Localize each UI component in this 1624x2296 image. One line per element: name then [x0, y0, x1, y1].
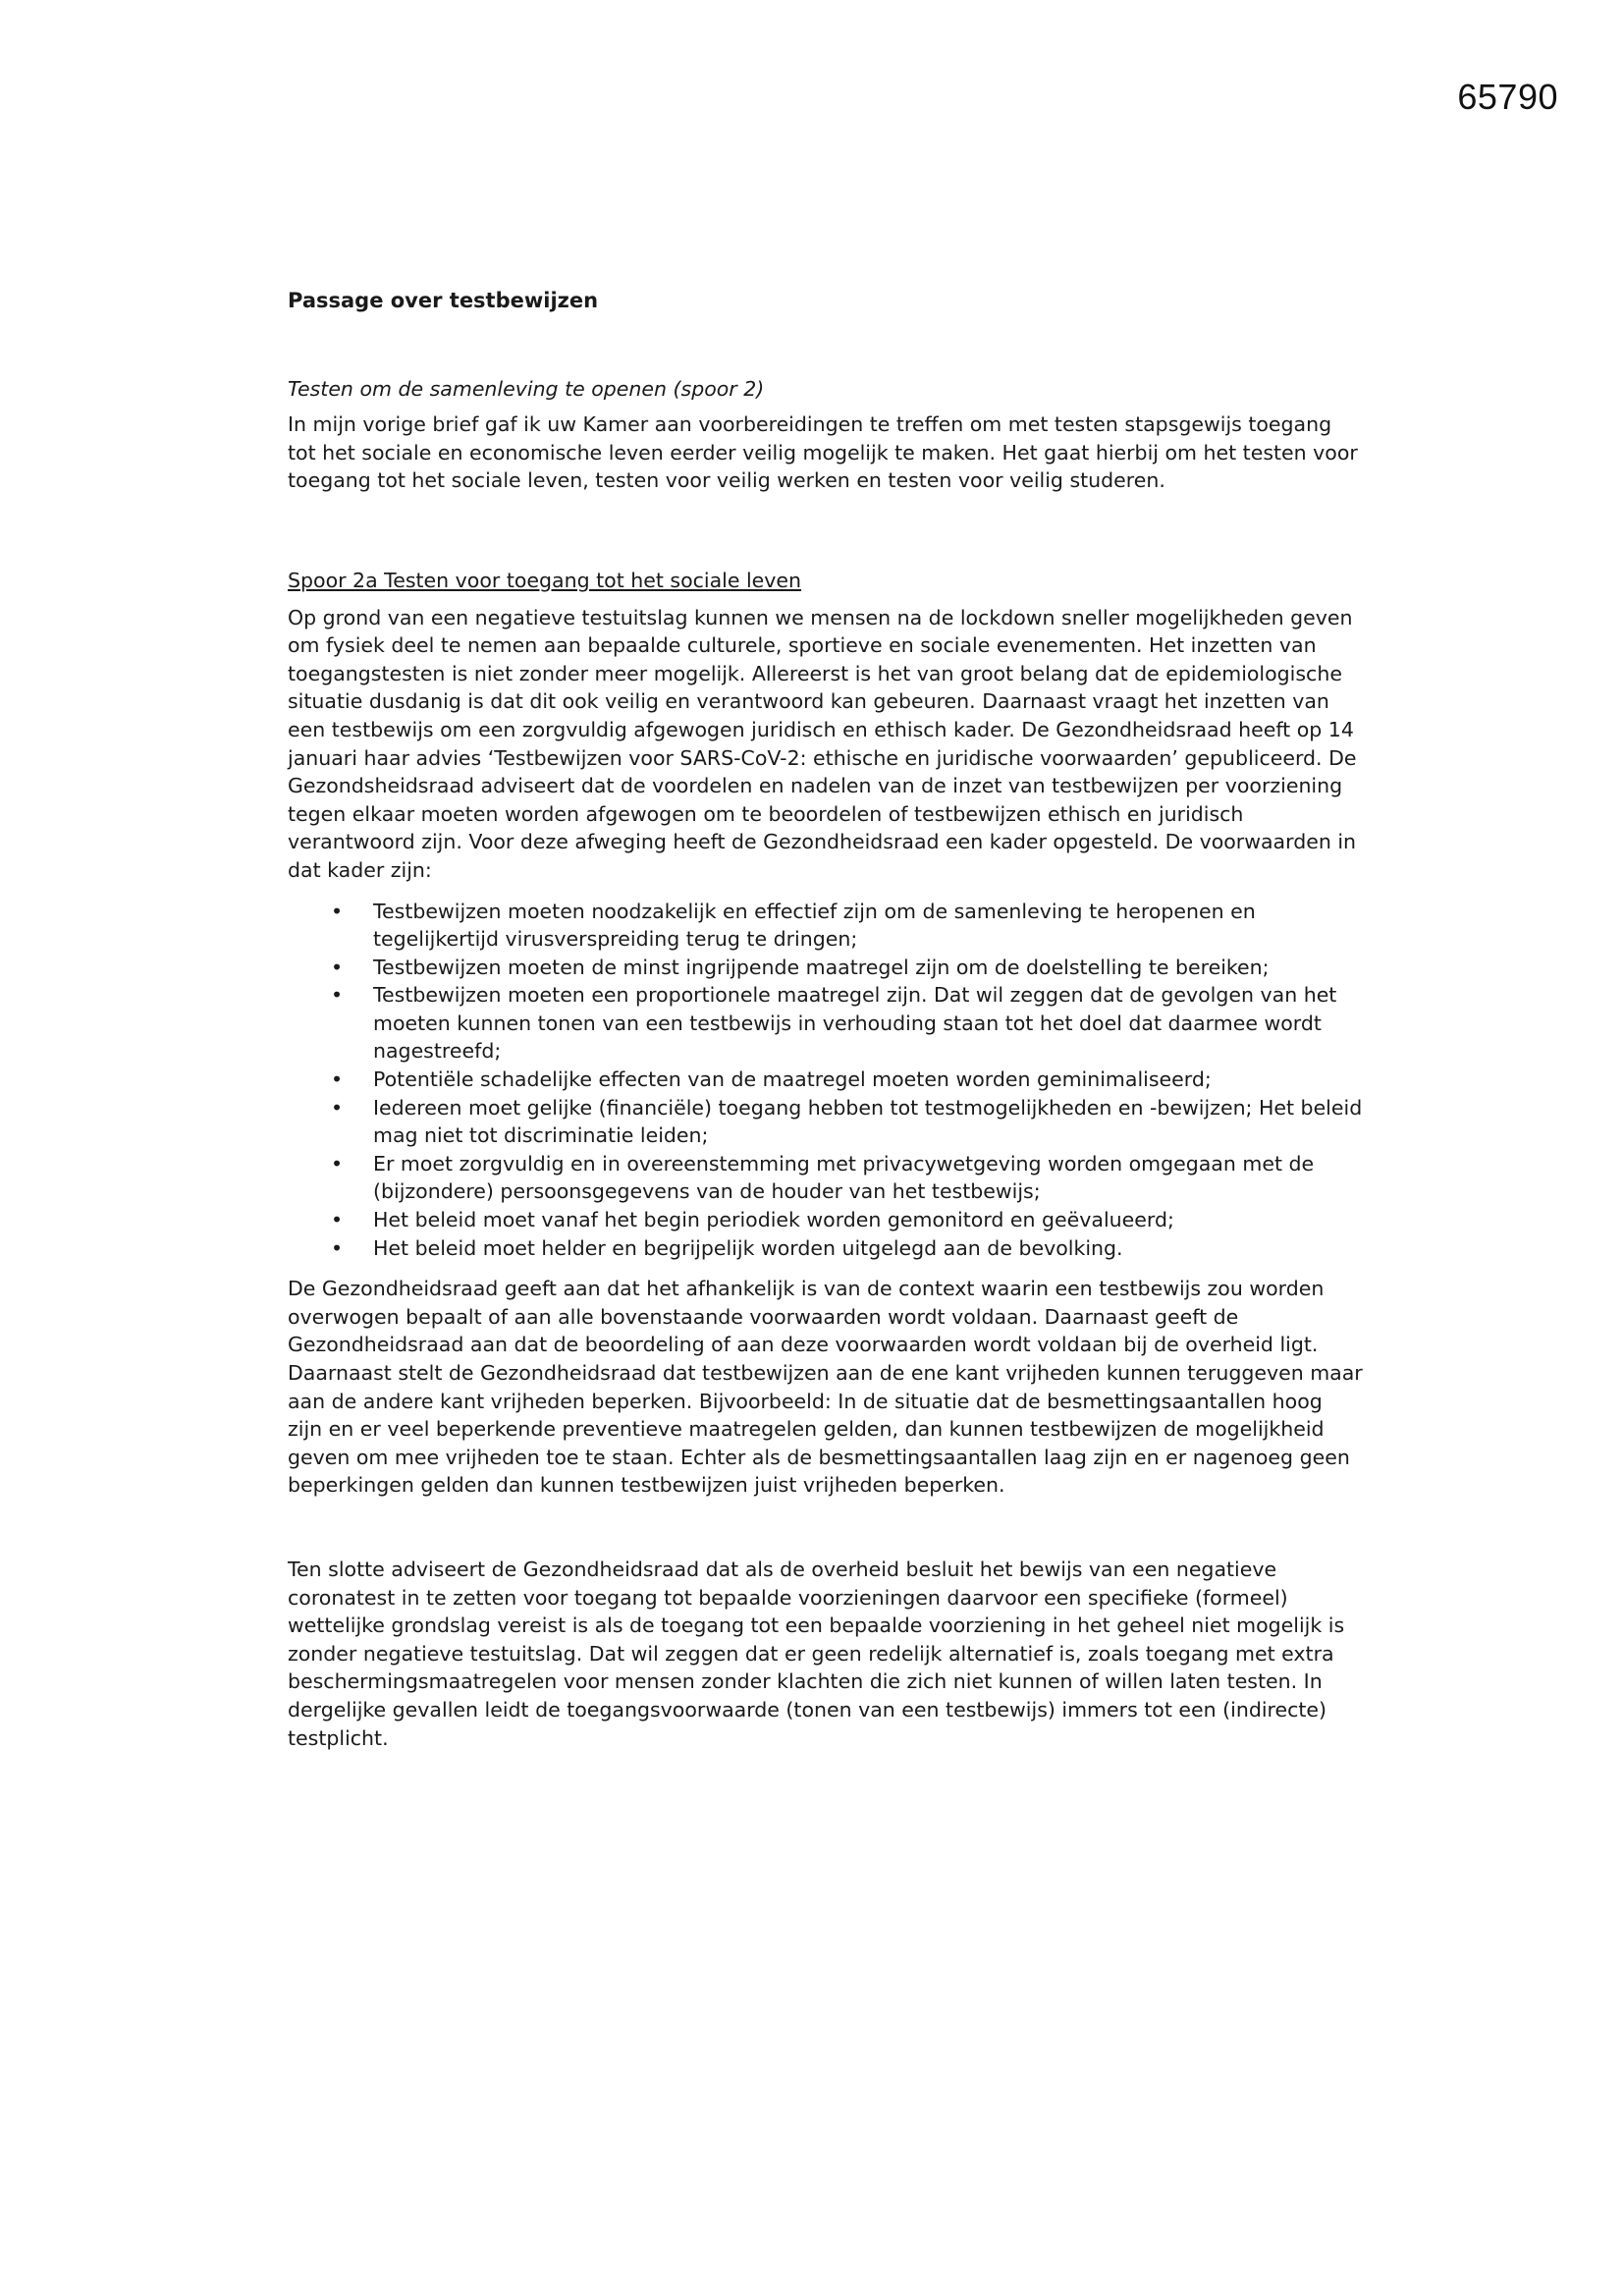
intro-paragraph: In mijn vorige brief gaf ik uw Kamer aan voorbereidingen te treffen om met testen stapsgewijs toegang tot het sociale en economische leven eerder veilig mogelijk te maken. Het gaat hierbij om het testen voor toegang tot het sociale leven, testen voor veilig werken en testen voor veilig studeren.	[288, 412, 1358, 493]
list-item: • Testbewijzen moeten noodzakelijk en effectief zijn om de samenleving te heropenen en tegelijkertijd virusverspreiding terug te dringen;	[373, 898, 1363, 954]
list-item: • Er moet zorgvuldig en in overeenstemming met privacywetgeving worden omgegaan met de (bijzondere) persoonsgegevens van de houder van het testbewijs;	[373, 1150, 1363, 1206]
page-title: Passage over testbewijzen	[288, 289, 599, 312]
list-item: • Het beleid moet vanaf het begin periodiek worden gemonitord en geëvalueerd;	[373, 1206, 1363, 1234]
list-item: • Iedereen moet gelijke (financiële) toegang hebben tot testmogelijkheden en -bewijzen; Het beleid mag niet tot discriminatie leiden;	[373, 1094, 1363, 1150]
main-paragraph: Op grond van een negatieve testuitslag kunnen we mensen na de lockdown sneller mogelijkheden geven om fysiek deel te nemen aan bepaalde culturele, sportieve en sociale evenementen. Het inzetten van toegangstesten is niet zonder meer mogelijk. Allereerst is het van groot belang dat de epidemiologische situatie dusdanig is dat dit ook veilig en verantwoord kan gebeuren. Daarnaast vraagt het inzetten van een testbewijs om een zorgvuldig afgewogen juridisch en ethisch kader. De Gezondheidsraad heeft op 14 januari haar advies ‘Testbewijzen voor SARS-CoV-2: ethische en juridische voorwaarden’ gepubliceerd. De Gezondsheidsraad adviseert dat de voordelen en nadelen van de inzet van testbewijzen per voorziening tegen elkaar moeten worden afgewogen om te beoordelen of testbewijzen ethisch en juridisch verantwoord zijn. Voor deze afweging heeft de Gezondheidsraad een kader opgesteld. De voorwaarden in dat kader zijn:	[288, 605, 1357, 882]
conditions-list	[288, 898, 1363, 1263]
section-heading-spoor-2a: Spoor 2a Testen voor toegang tot het sociale leven	[288, 568, 802, 592]
list-item: • Het beleid moet helder en begrijpelijk worden uitgelegd aan de bevolking.	[373, 1234, 1363, 1263]
context-paragraph: De Gezondheidsraad geeft aan dat het afhankelijk is van de context waarin een testbewijs zou worden overwogen bepaalt of aan alle bovenstaande voorwaarden wordt voldaan. Daarnaast geeft de Gezondheidsraad aan dat de beoordeling of aan deze voorwaarden wordt voldaan bij de overheid ligt. Daarnaast stelt de Gezondheidsraad dat testbewijzen aan de ene kant vrijheden kunnen teruggeven maar aan de andere kant vrijheden beperken. Bijvoorbeeld: In de situatie dat de besmettingsaantallen hoog zijn en er veel beperkende preventieve maatregelen gelden, dan kunnen testbewijzen de mogelijkheid geven om mee vrijheden toe te staan. Echter als de besmettingsaantallen laag zijn en er nagenoeg geen beperkingen gelden dan kunnen testbewijzen juist vrijheden beperken.	[288, 1277, 1363, 1498]
document-body	[288, 287, 1363, 1752]
document-number: 65790	[1457, 77, 1558, 117]
final-paragraph: Ten slotte adviseert de Gezondheidsraad dat als de overheid besluit het bewijs van een negatieve coronatest in te zetten voor toegang tot bepaalde voorzieningen daarvoor een specifieke (formeel) wettelijke grondslag vereist is als de toegang tot een bepaalde voorziening in het geheel niet mogelijk is zonder negatieve testuitslag. Dat wil zeggen dat er geen redelijk alternatief is, zoals toegang met extra beschermingsmaatregelen voor mensen zonder klachten die zich niet kunnen of willen laten testen. In dergelijke gevallen leidt de toegangsvoorwaarde (tonen van een testbewijs) immers tot een (indirecte) testplicht.	[288, 1557, 1345, 1750]
list-item: • Testbewijzen moeten een proportionele maatregel zijn. Dat wil zeggen dat de gevolgen van het moeten kunnen tonen van een testbewijs in verhouding staan tot het doel dat daarmee wordt nagestreefd;	[373, 981, 1363, 1066]
list-item: • Potentiële schadelijke effecten van de maatregel moeten worden geminimaliseerd;	[373, 1066, 1363, 1094]
list-item: • Testbewijzen moeten de minst ingrijpende maatregel zijn om de doelstelling te bereiken;	[373, 954, 1363, 982]
section-heading-spoor-2: Testen om de samenleving te openen (spoor 2)	[288, 376, 765, 401]
